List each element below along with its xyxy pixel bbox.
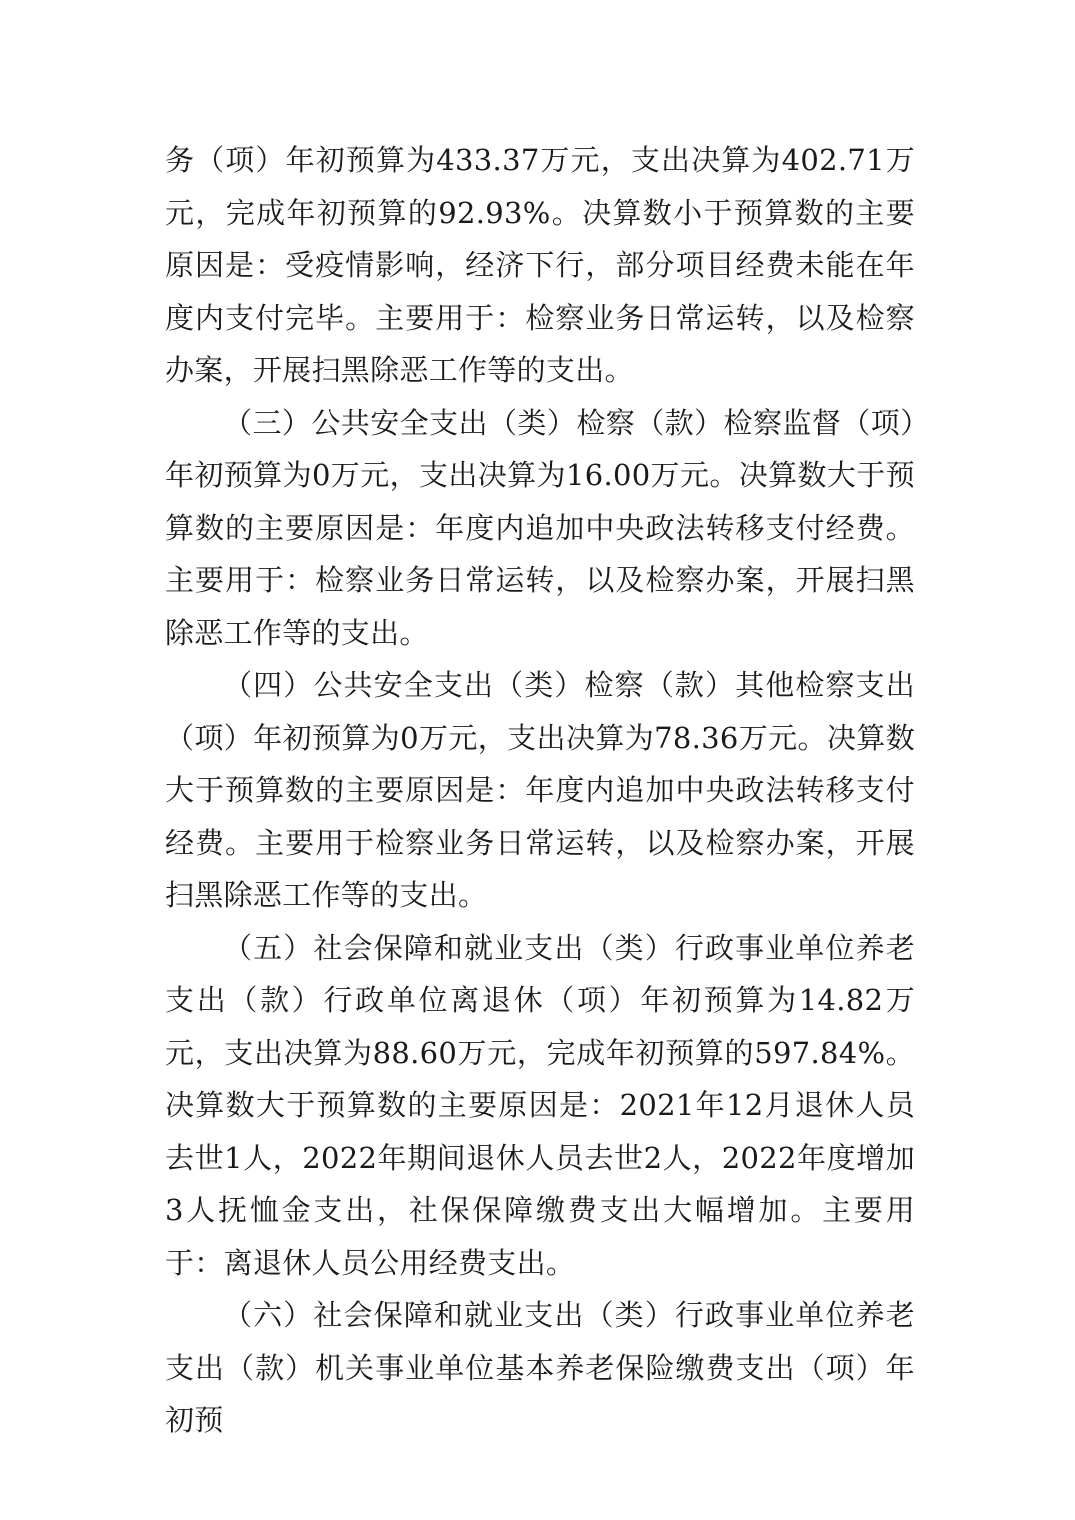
paragraph-section-5: （五）社会保障和就业支出（类）行政事业单位养老支出（款）行政单位离退休（项）年初预算为14.82万元，支出决算为88.60万元，完成年初预算的597.84%。决算数大于预算数的主要原因是：2021年12月退休人员去世1人，2022年期间退休人员去世2人，2022年度增加3人抚恤金支出，社保保障缴费支出大幅增加。主要用于：离退休人员公用经费支出。 [165,930,915,1280]
paragraph-section-4: （四）公共安全支出（类）检察（款）其他检察支出（项）年初预算为0万元，支出决算为78.36万元。决算数大于预算数的主要原因是：年度内追加中央政法转移支付经费。主要用于检察业务日常运转，以及检察办案，开展扫黑除恶工作等的支出。 [165,668,915,912]
document-body [165,134,915,1447]
paragraph-section-6: （六）社会保障和就业支出（类）行政事业单位养老支出（款）机关事业单位基本养老保险缴费支出（项）年初预 [165,1298,915,1437]
paragraph-section-3: （三）公共安全支出（类）检察（款）检察监督（项）年初预算为0万元，支出决算为16.00万元。决算数大于预算数的主要原因是：年度内追加中央政法转移支付经费。主要用于：检察业务日常运转，以及检察办案，开展扫黑除恶工作等的支出。 [165,405,915,650]
paragraph-continued: 务（项）年初预算为433.37万元，支出决算为402.71万元，完成年初预算的92.93%。决算数小于预算数的主要原因是：受疫情影响，经济下行，部分项目经费未能在年度内支付完毕。主要用于：检察业务日常运转，以及检察办案，开展扫黑除恶工作等的支出。 [165,143,915,387]
